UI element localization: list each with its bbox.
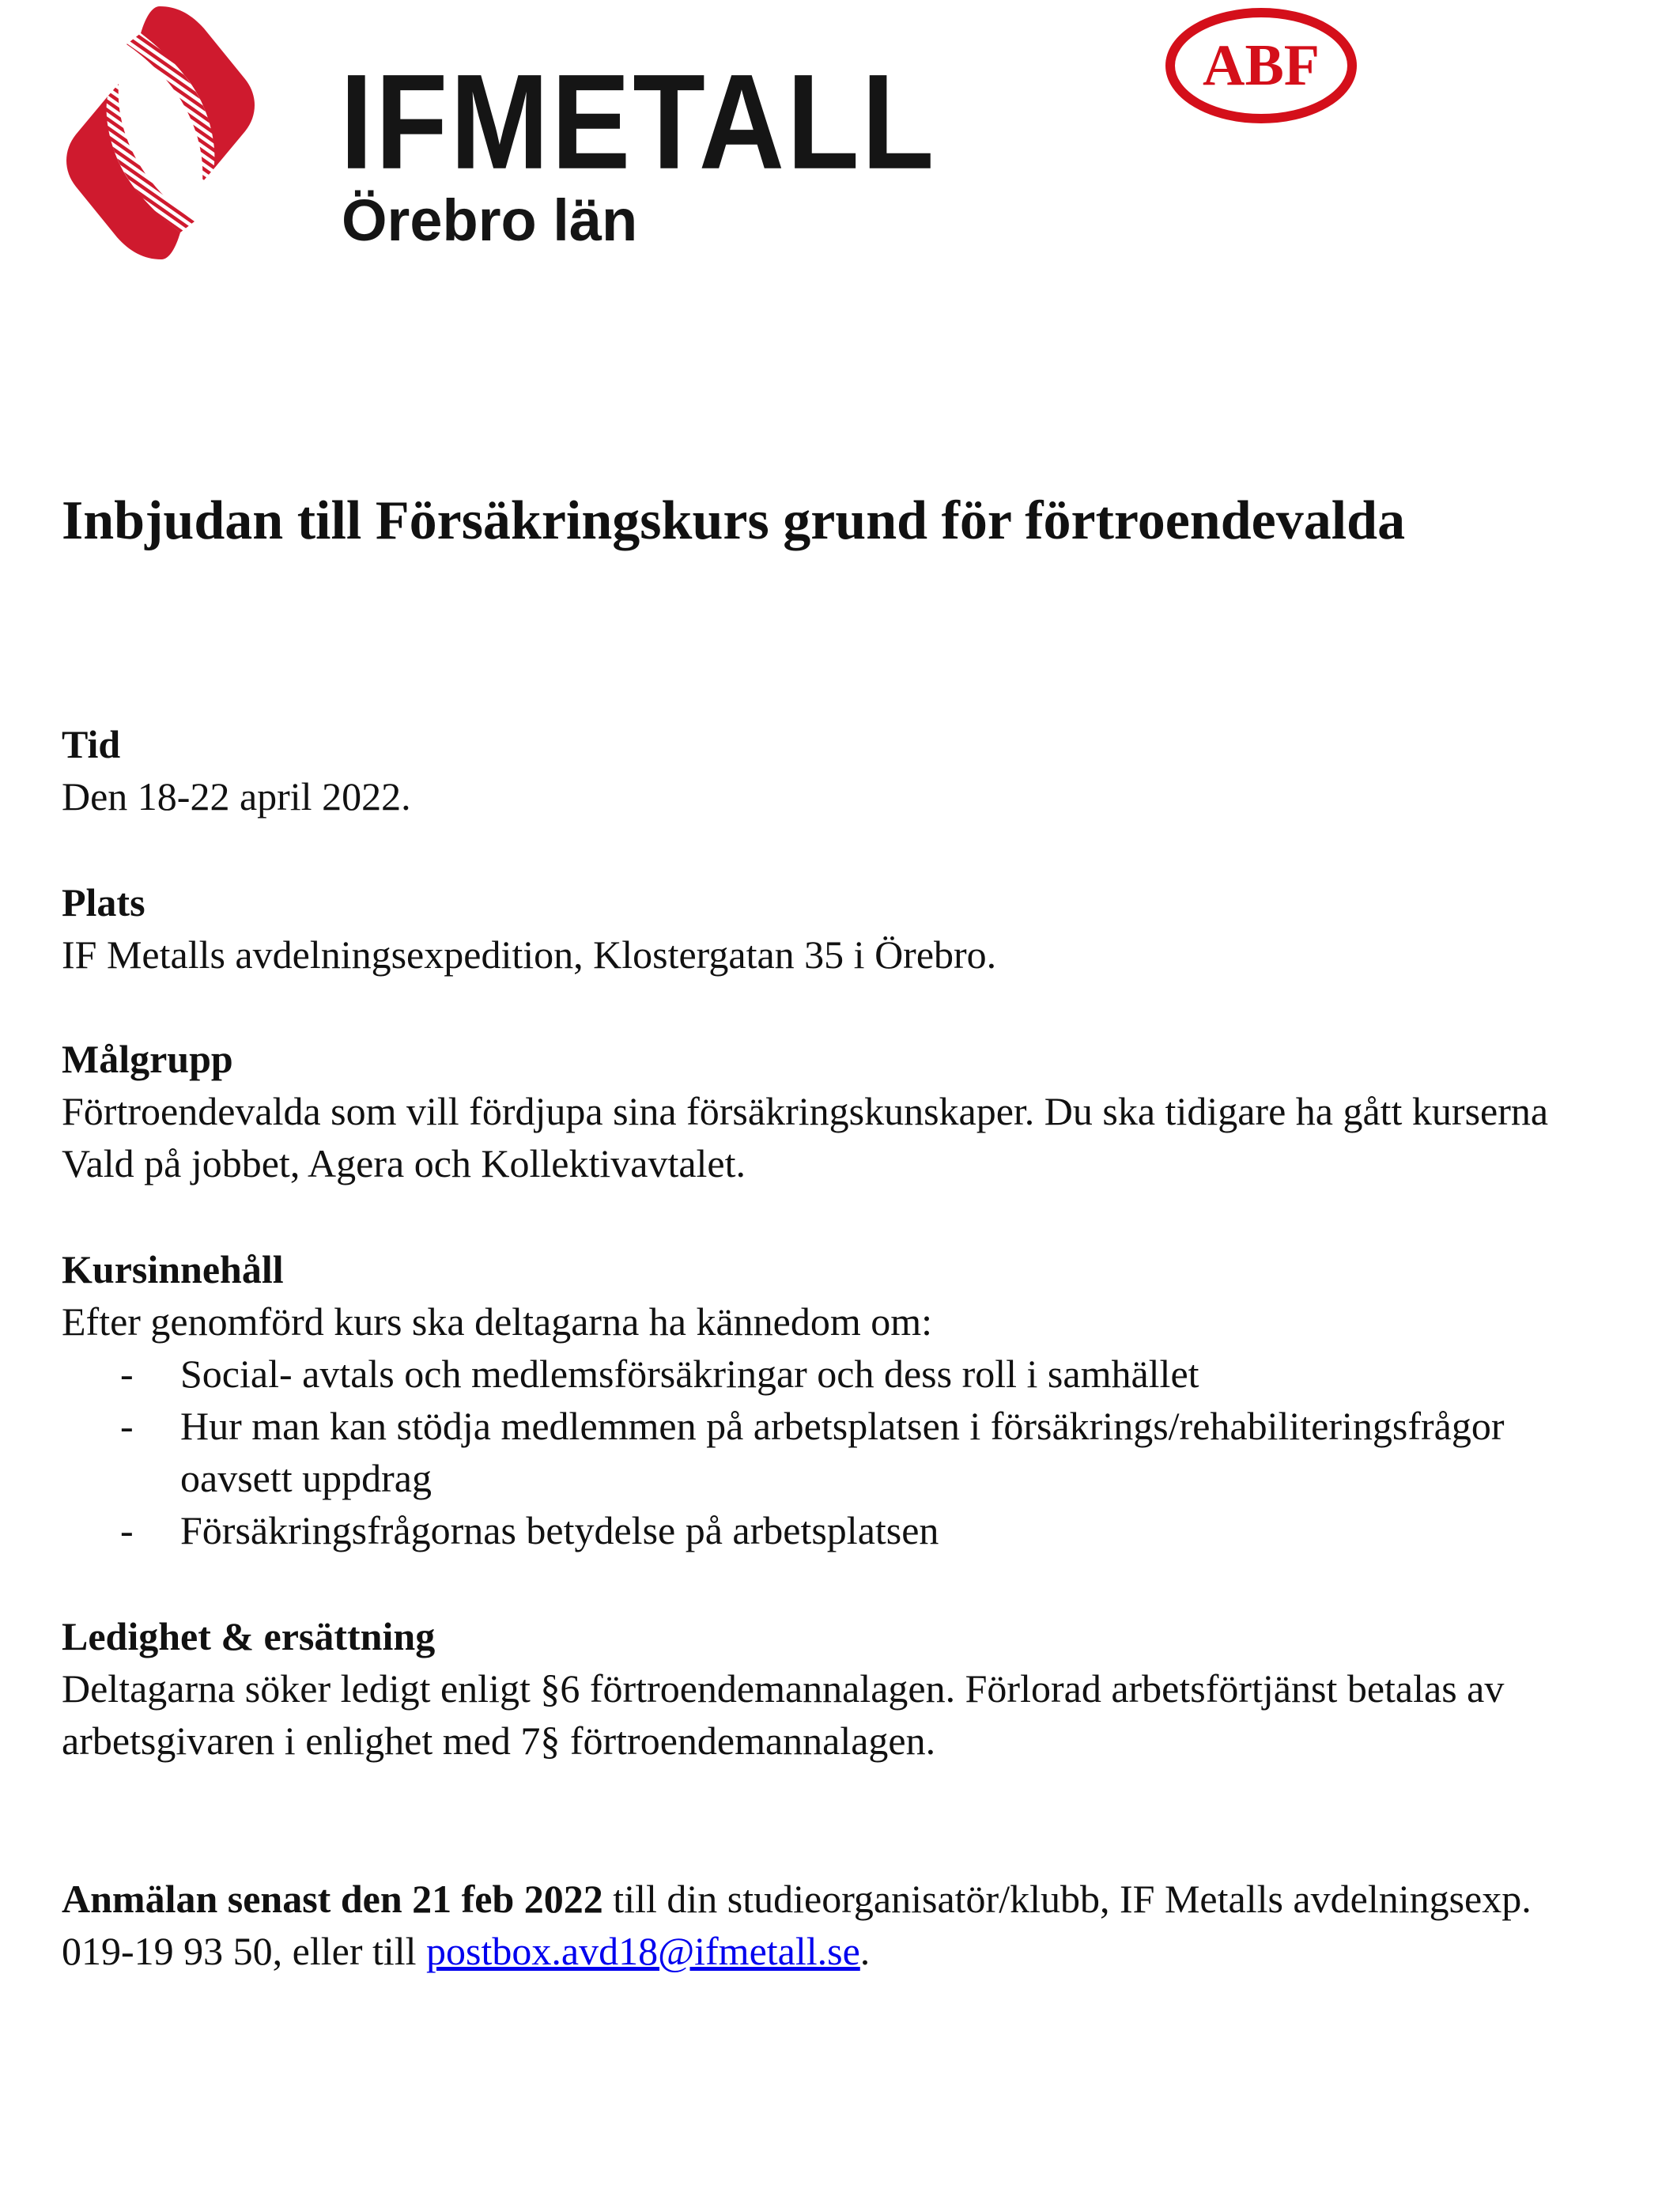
registration-text (62, 1873, 1611, 1977)
section-text-plats: IF Metalls avdelningsexpedition, Klostergatan 35 i Örebro. (62, 932, 997, 977)
section-tid (62, 718, 1611, 822)
if-metall-logo-icon (59, 0, 263, 266)
document-title: Inbjudan till Försäkringskurs grund för förtroendevalda (62, 490, 1406, 551)
section-text-tid: Den 18-22 april 2022. (62, 774, 411, 819)
list-item (62, 1400, 1611, 1504)
section-heading-malgrupp: Målgrupp (62, 1037, 233, 1081)
section-heading-plats: Plats (62, 880, 145, 925)
section-ledighet (62, 1610, 1611, 1767)
section-plats (62, 876, 1611, 981)
section-text-ledighet: Deltagarna söker ledigt enligt §6 förtroendemannalagen. Förlorad arbetsförtjänst betalas av arbetsgivaren i enlighet med 7§ förtroendemannalagen. (62, 1666, 1505, 1763)
registration-deadline: Anmälan senast den 21 feb 2022 (62, 1877, 603, 1921)
list-item-text: Hur man kan stödja medlemmen på arbetsplatsen i försäkrings/rehabiliteringsfrågor oavsett uppdrag (180, 1404, 1505, 1500)
section-heading-ledighet: Ledighet & ersättning (62, 1614, 436, 1658)
section-kursinnehall (62, 1243, 1611, 1556)
section-intro-kursinnehall: Efter genomförd kurs ska deltagarna ha kännedom om: (62, 1299, 933, 1344)
document-title-block (62, 490, 1611, 552)
list-item (62, 1348, 1611, 1400)
section-anmalan (62, 1873, 1611, 1977)
list-item-text: Social- avtals och medlemsförsäkringar och dess roll i samhället (180, 1352, 1199, 1396)
abf-logo (1164, 6, 1358, 125)
abf-logo-text: ABF (1203, 33, 1320, 98)
registration-instructions: till din studieorganisatör/klubb, IF Metalls avdelningsexp. 019-19 93 50, eller till (62, 1877, 1532, 1973)
section-heading-tid: Tid (62, 722, 121, 766)
section-heading-kursinnehall: Kursinnehåll (62, 1247, 284, 1291)
registration-end: . (859, 1929, 871, 1973)
brand-name: IFMETALL (340, 45, 937, 198)
section-text-malgrupp: Förtroendevalda som vill fördjupa sina försäkringskunskaper. Du ska tidigare ha gått kurserna Vald på jobbet, Agera och Kollektivavtalet. (62, 1089, 1549, 1185)
bullet-dash: - (120, 1404, 134, 1448)
list-item (62, 1504, 1611, 1556)
course-content-list (62, 1348, 1611, 1556)
bullet-dash: - (120, 1352, 134, 1396)
bullet-dash: - (120, 1508, 134, 1552)
section-malgrupp (62, 1033, 1611, 1189)
brand-region: Örebro län (342, 187, 638, 253)
registration-email-link[interactable]: postbox.avd18@ifmetall.se (426, 1929, 860, 1973)
list-item-text: Försäkringsfrågornas betydelse på arbetsplatsen (180, 1508, 939, 1552)
